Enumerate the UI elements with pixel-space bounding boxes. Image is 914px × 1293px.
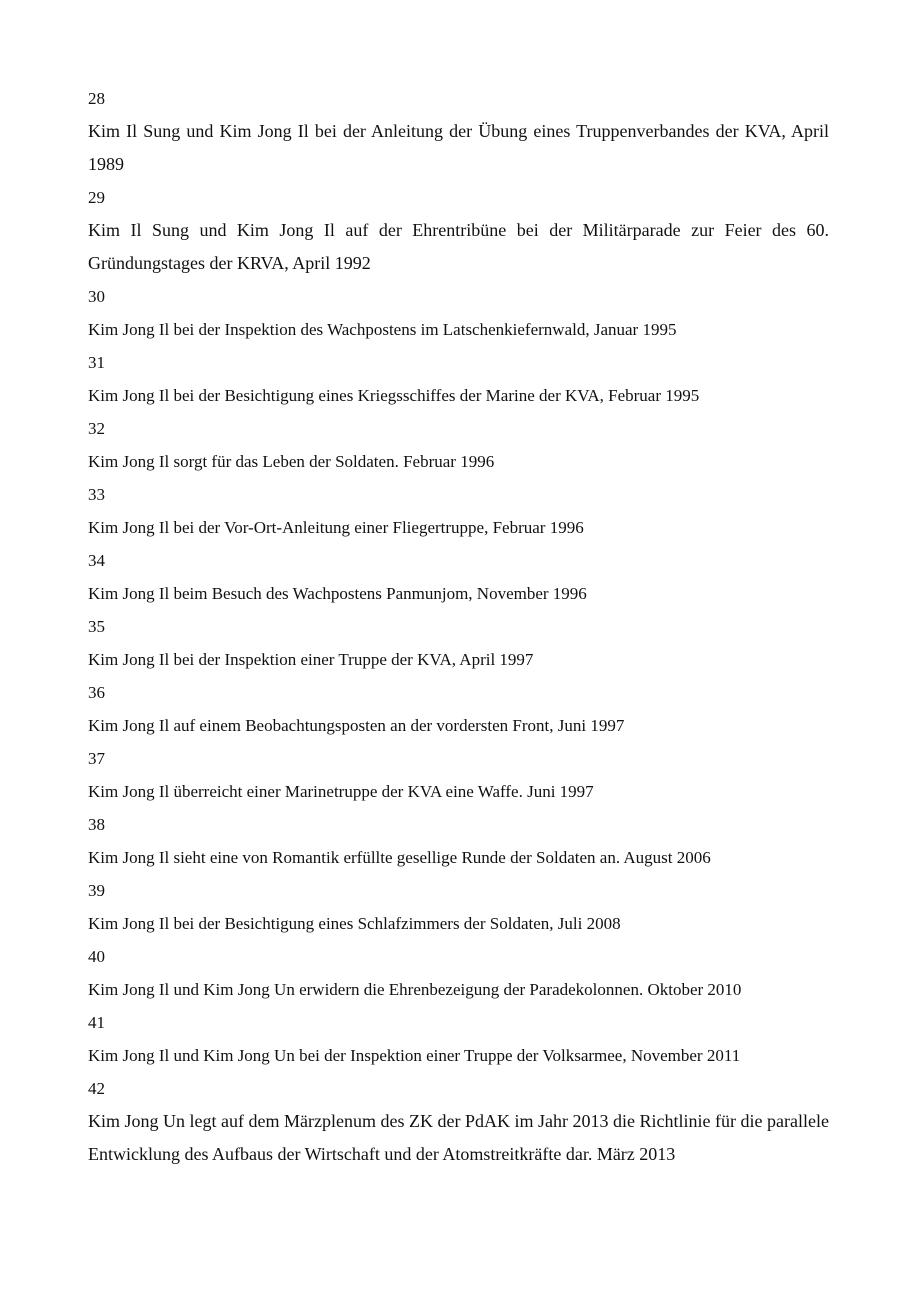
entry-number: 32	[88, 419, 105, 438]
entry-number: 35	[88, 617, 105, 636]
entry-number: 38	[88, 815, 105, 834]
entry-number: 41	[88, 1013, 105, 1032]
entry-caption: Kim Jong Il bei der Vor-Ort-Anleitung einer Fliegertruppe, Februar 1996	[88, 518, 584, 537]
entry-number: 42	[88, 1079, 105, 1098]
entry-caption: Kim Jong Il überreicht einer Marinetruppe der KVA eine Waffe. Juni 1997	[88, 782, 594, 801]
entry-caption: Kim Jong Un legt auf dem Märzplenum des ZK der PdAK im Jahr 2013 die Richtlinie für die parallele Entwicklung des Aufbaus der Wirtschaft und der Atomstreitkräfte dar. März 2013	[88, 1111, 829, 1164]
entry-number: 31	[88, 353, 105, 372]
entry-caption: Kim Jong Il beim Besuch des Wachpostens Panmunjom, November 1996	[88, 584, 587, 603]
entry-caption: Kim Il Sung und Kim Jong Il auf der Ehrentribüne bei der Militärparade zur Feier des 60. Gründungstages der KRVA, April 1992	[88, 220, 829, 273]
entry-caption: Kim Jong Il auf einem Beobachtungsposten an der vordersten Front, Juni 1997	[88, 716, 625, 735]
entry-caption: Kim Jong Il sieht eine von Romantik erfüllte gesellige Runde der Soldaten an. August 2006	[88, 848, 711, 867]
entry-number: 30	[88, 287, 105, 306]
caption-list	[88, 82, 829, 1171]
entry-number: 34	[88, 551, 105, 570]
entry-number: 40	[88, 947, 105, 966]
entry-number: 36	[88, 683, 105, 702]
entry-caption: Kim Jong Il bei der Besichtigung eines Schlafzimmers der Soldaten, Juli 2008	[88, 914, 621, 933]
entry-number: 28	[88, 89, 105, 108]
entry-caption: Kim Jong Il bei der Inspektion des Wachpostens im Latschenkiefernwald, Januar 1995	[88, 320, 677, 339]
entry-caption: Kim Il Sung und Kim Jong Il bei der Anleitung der Übung eines Truppenverbandes der KVA, April 1989	[88, 121, 829, 174]
entry-number: 29	[88, 188, 105, 207]
entry-caption: Kim Jong Il bei der Besichtigung eines Kriegsschiffes der Marine der KVA, Februar 1995	[88, 386, 700, 405]
entry-number: 39	[88, 881, 105, 900]
entry-caption: Kim Jong Il und Kim Jong Un bei der Inspektion einer Truppe der Volksarmee, November 2011	[88, 1046, 741, 1065]
entry-number: 37	[88, 749, 105, 768]
entry-caption: Kim Jong Il und Kim Jong Un erwidern die Ehrenbezeigung der Paradekolonnen. Oktober 2010	[88, 980, 742, 999]
entry-caption: Kim Jong Il sorgt für das Leben der Soldaten. Februar 1996	[88, 452, 495, 471]
entry-number: 33	[88, 485, 105, 504]
entry-caption: Kim Jong Il bei der Inspektion einer Truppe der KVA, April 1997	[88, 650, 534, 669]
